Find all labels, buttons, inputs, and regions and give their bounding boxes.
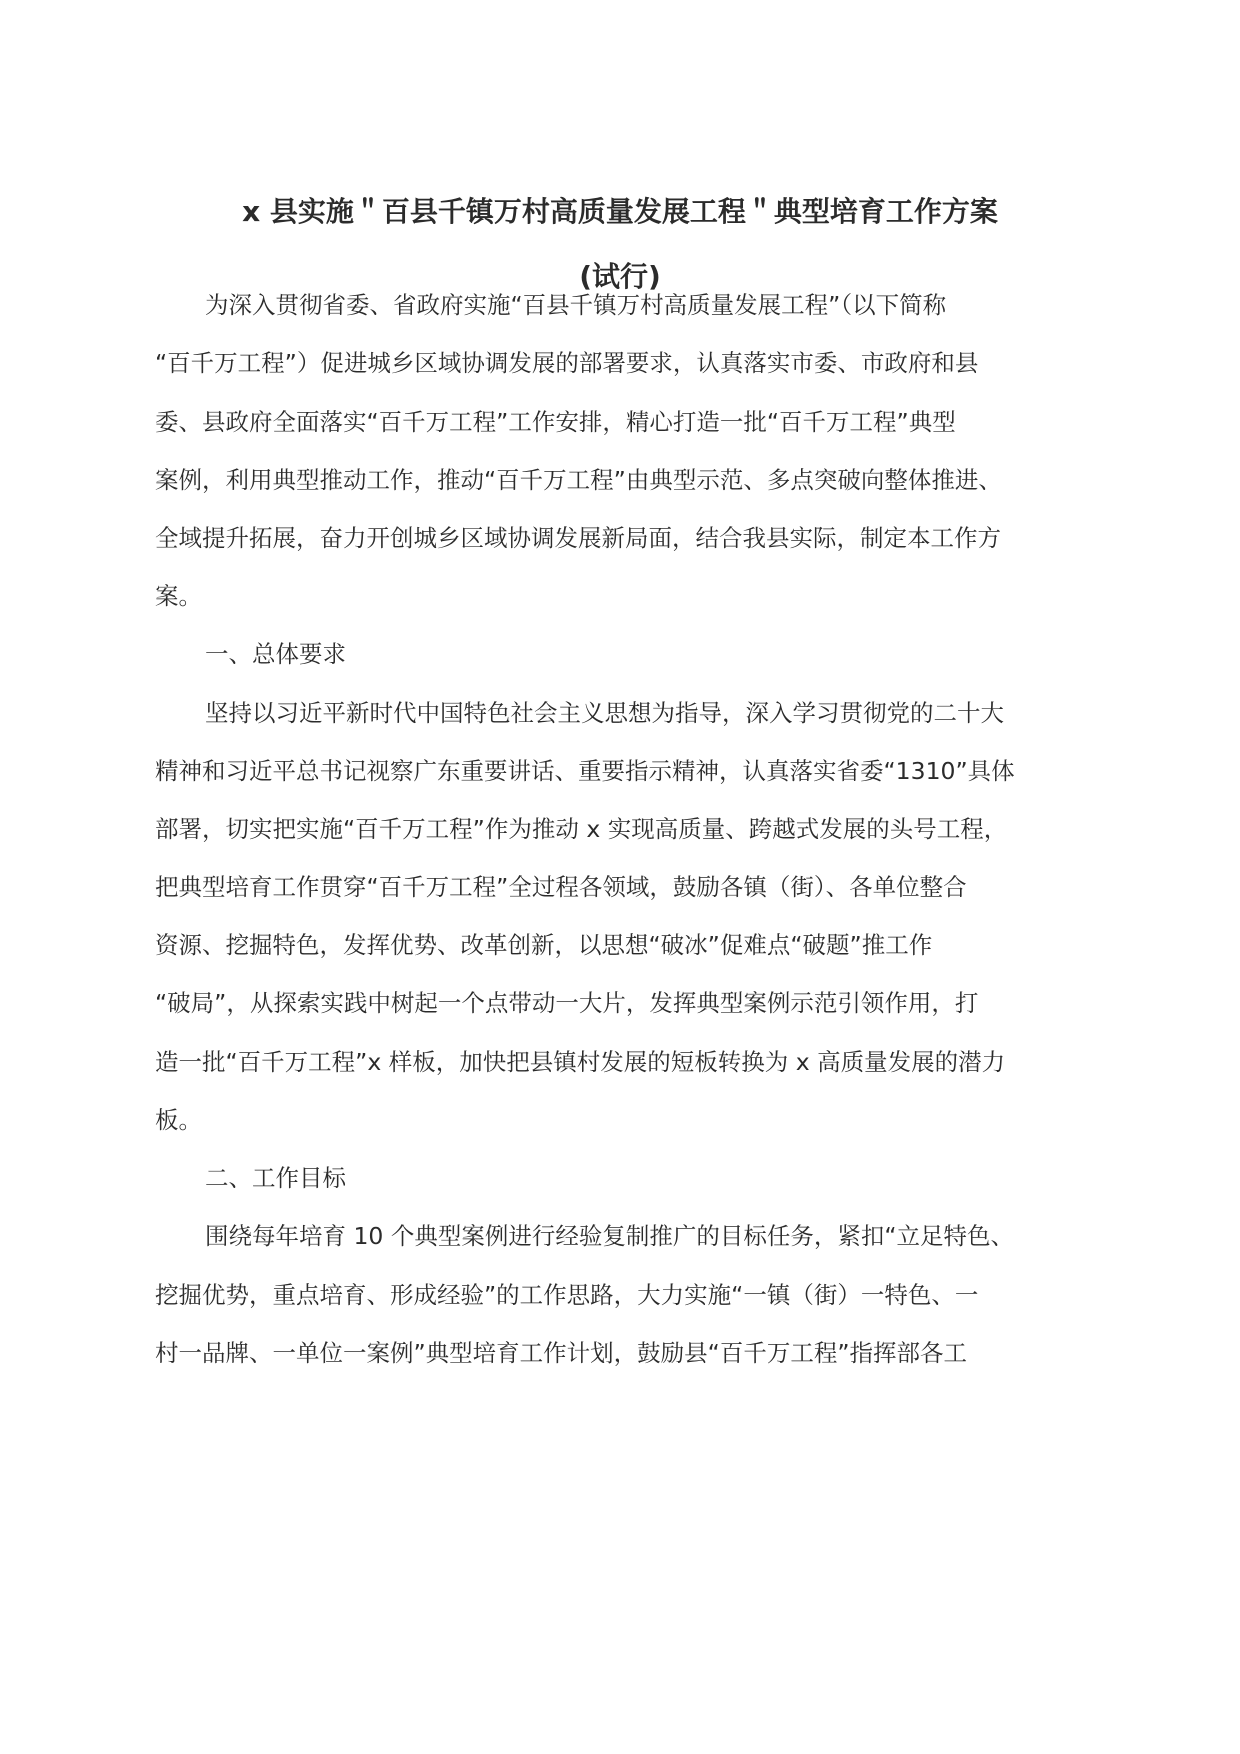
paragraph-line: 精神和习近平总书记视察广东重要讲话、重要指示精神，认真落实省委“1310”具体 (155, 757, 1015, 785)
paragraph-line: 案。 (155, 582, 202, 610)
paragraph-line: 把典型培育工作贯穿“百千万工程”全过程各领域，鼓励各镇（街）、各单位整合 (155, 873, 967, 901)
paragraph-line: 为深入贯彻省委、省政府实施“百县千镇万村高质量发展工程”（以下简称 (205, 291, 947, 319)
paragraph-line: 造一批“百千万工程”x 样板，加快把县镇村发展的短板转换为 x 高质量发展的潜力 (155, 1048, 1006, 1076)
paragraph-line: 板。 (155, 1106, 202, 1134)
document-title: x 县实施＂百县千镇万村高质量发展工程＂典型培育工作方案 (242, 195, 998, 228)
paragraph-line: “百千万工程”）促进城乡区域协调发展的部署要求，认真落实市委、市政府和县 (155, 349, 979, 377)
paragraph-line: 坚持以习近平新时代中国特色社会主义思想为指导，深入学习贯彻党的二十大 (205, 699, 1004, 727)
section-heading: 二、工作目标 (205, 1164, 346, 1192)
paragraph-line: 部署，切实把实施“百千万工程”作为推动 x 实现高质量、跨越式发展的头号工程， (155, 815, 1008, 843)
paragraph-line: 委、县政府全面落实“百千万工程”工作安排，精心打造一批“百千万工程”典型 (155, 408, 956, 436)
paragraph-line: 挖掘优势，重点培育、形成经验”的工作思路，大力实施“一镇（街）一特色、一 (155, 1281, 979, 1309)
section-heading: 一、总体要求 (205, 640, 346, 668)
paragraph-line: 资源、挖掘特色，发挥优势、改革创新，以思想“破冰”促难点“破题”推工作 (155, 931, 933, 959)
paragraph-line: 全域提升拓展，奋力开创城乡区域协调发展新局面，结合我县实际，制定本工作方 (155, 524, 1001, 552)
paragraph-line: 村一品牌、一单位一案例”典型培育工作计划，鼓励县“百千万工程”指挥部各工 (155, 1339, 968, 1367)
paragraph-line: 案例，利用典型推动工作，推动“百千万工程”由典型示范、多点突破向整体推进、 (155, 466, 1002, 494)
document-subtitle: (试行) (579, 260, 661, 293)
paragraph-line: 围绕每年培育 10 个典型案例进行经验复制推广的目标任务，紧扣“立足特色、 (205, 1222, 1015, 1250)
paragraph-line: “破局”，从探索实践中树起一个点带动一大片，发挥典型案例示范引领作用，打 (155, 989, 979, 1017)
